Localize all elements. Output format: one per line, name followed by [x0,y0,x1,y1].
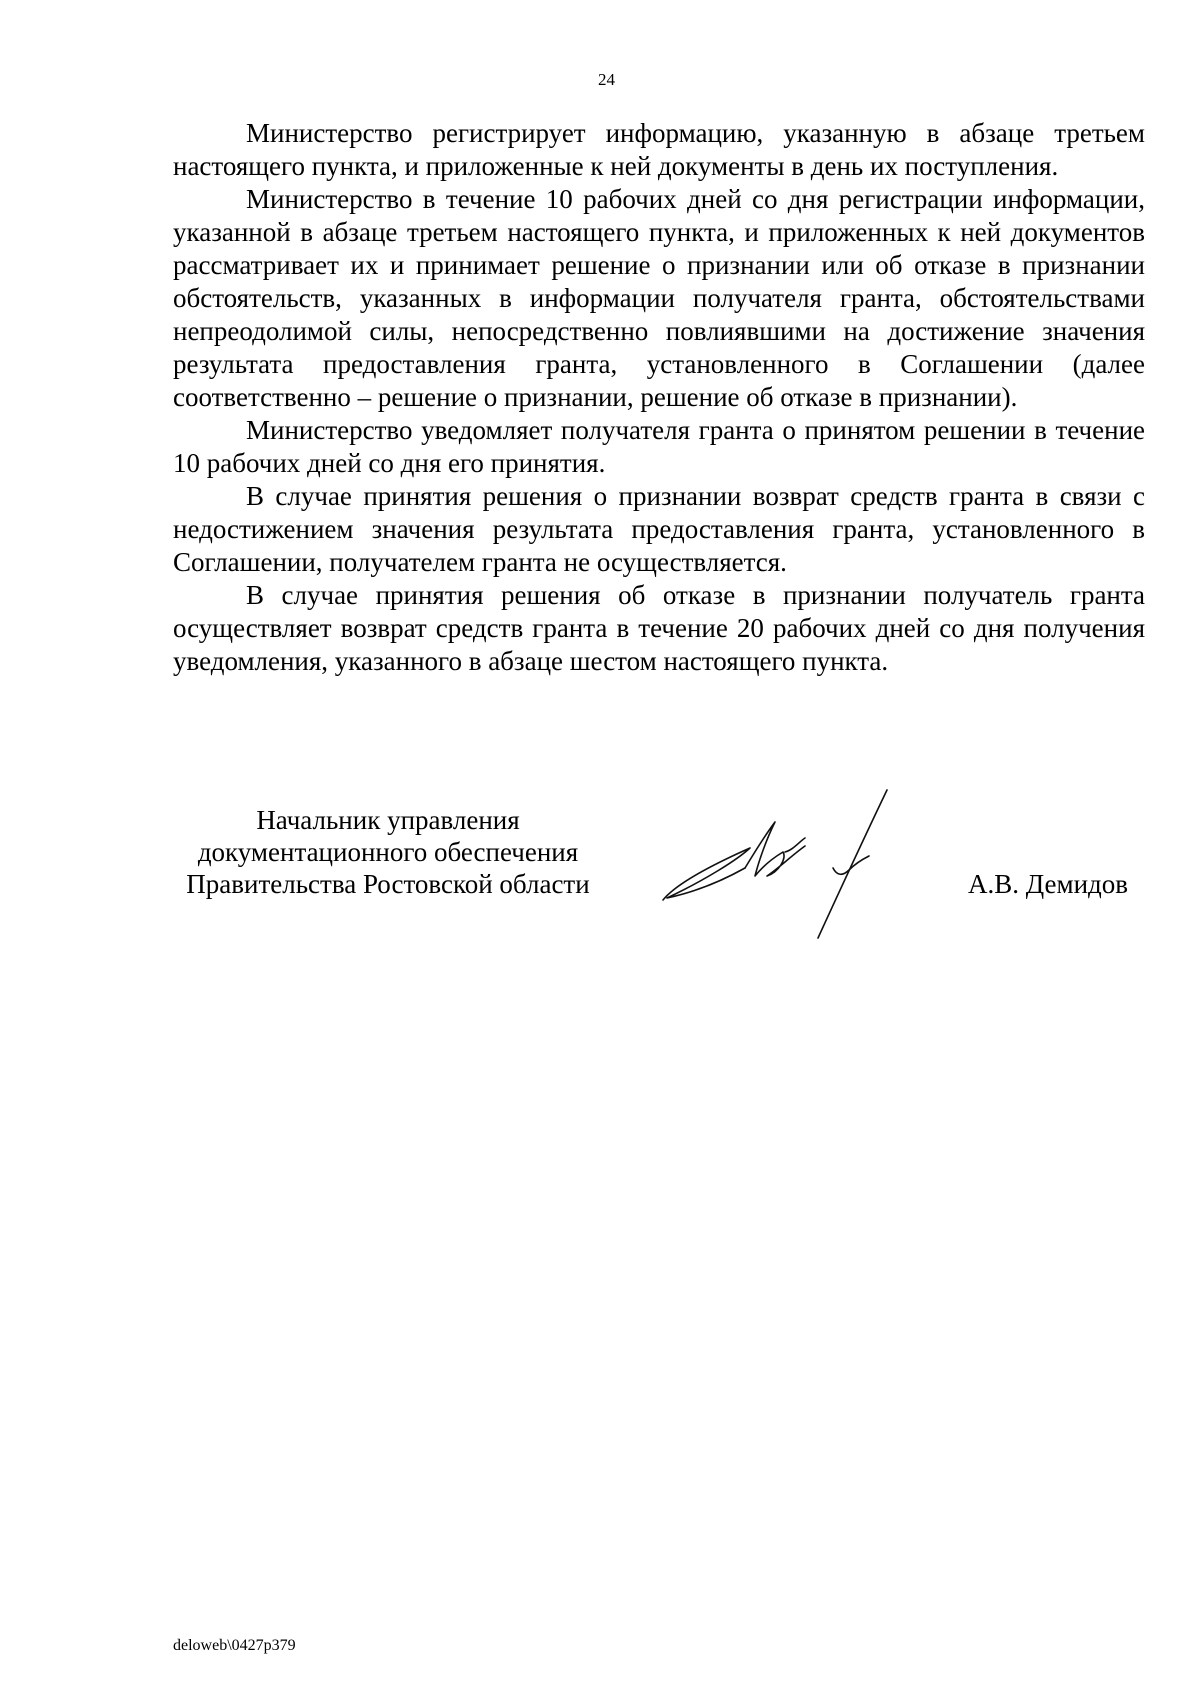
paragraph-review: Министерство в течение 10 рабочих дней со дня регистрации информации, указанной в абзаце третьем настоящего пункта, и приложенных к ней документов рассматривает их и принимает решение о признании или об отказе в признании обстоятельств, указанных в информации получателя гранта, обстоятельствами непреодолимой силы, непосредственно повлиявшими на достижение значения результата предоставления гранта, установленного в Соглашении (далее соответственно – решение о признании, решение об отказе в признании). [173,184,1145,412]
paragraph-refusal: В случае принятия решения об отказе в признании получатель гранта осуществляет возврат средств гранта в течение 20 рабочих дней со дня получения уведомления, указанного в абзаце шестом настоящего пункта. [173,580,1145,676]
document-code: deloweb\0427p379 [173,1637,296,1654]
paragraph-notification: Министерство уведомляет получателя гранта о принятом решении в течение 10 рабочих дней со дня его принятия. [173,415,1145,478]
signatory-position-line: Начальник управления [256,805,520,835]
document-body [173,117,1145,678]
paragraph-recognition: В случае принятия решения о признании возврат средств гранта в связи с недостижением значения результата предоставления гранта, установленного в Соглашении, получателем гранта не осуществляется. [173,481,1145,577]
signatory-position [173,804,603,900]
handwritten-signature [655,780,935,950]
paragraph-registration: Министерство регистрирует информацию, указанную в абзаце третьем настоящего пункта, и приложенные к ней документы в день их поступления. [173,118,1145,181]
signatory-position-line: документационного обеспечения [197,837,579,867]
signatory-name: А.В. Демидов [968,869,1129,899]
signatory-position-line: Правительства Ростовской области [186,869,590,899]
page-number: 24 [598,70,615,89]
